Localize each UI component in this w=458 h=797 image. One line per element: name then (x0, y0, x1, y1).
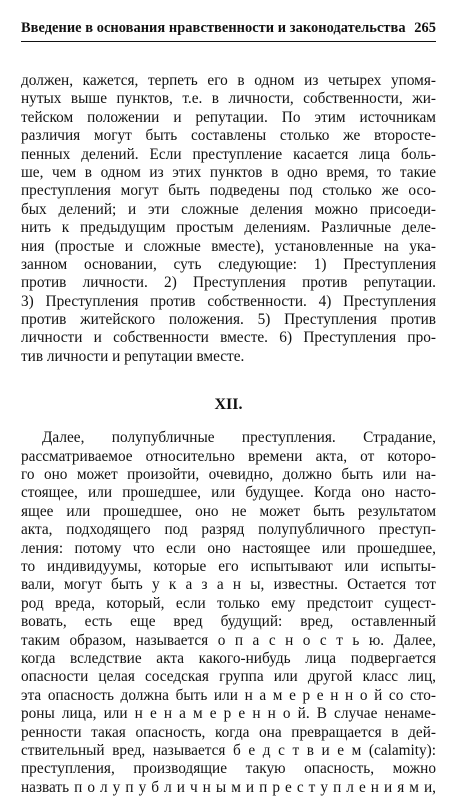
text-line: должен, кажется, терпеть его в одном из четырех упомя- (21, 72, 436, 89)
text-line: ствительный вред, называется б е д с т в и е м (calamity): (21, 741, 436, 759)
text-line: против личности. 2) Преступления против репутации. (21, 274, 436, 292)
text-line: Далее, полупубличные преступления. Страдание, (42, 429, 436, 447)
text-line: занном основании, суть следующие: 1) Преступления (21, 255, 436, 273)
text-line: тив личности и репутации вместе. (21, 347, 245, 365)
text-line: го оно может произойти, очевидно, должно быть или на- (21, 466, 436, 484)
text-line: опасности целая соседская группа или другой класс лиц, (21, 668, 436, 686)
text-line: личности и собственности вместе. 6) Преступления про- (21, 329, 436, 347)
text-line: нить к предыдущим простым делениям. Различные деле- (21, 219, 436, 237)
text-line: таким образом, называется о п а с н о с т ь ю. Далее, (21, 631, 436, 649)
text-line: вовать, есть еще вред будущий: вред, оставленный (21, 613, 436, 631)
page-number: 265 (414, 20, 436, 36)
text-line: роны лица, или н е н а м е р е н н о й. В случае ненаме- (21, 705, 436, 723)
text-line: различия могут быть составлены столько же второсте- (21, 127, 436, 145)
text-line: род вреда, который, если только ему предстоит сущест- (21, 594, 436, 612)
page-body (21, 72, 436, 797)
text-line: акта, подходящего под разряд полупубличного преступ- (21, 521, 436, 539)
text-line: пенных делений. Если преступление касается лица боль- (21, 145, 436, 163)
text-line: ше, чем в одном из этих пунктов в одно время, то такие (21, 163, 436, 181)
text-line: ния (простые и сложные вместе), установленные на ука- (21, 237, 436, 255)
text-line: преступления могут быть подведены под столько же осо- (21, 182, 436, 200)
text-line: нутых выше пунктов, т.е. в личности, собственности, жи- (21, 90, 436, 108)
text-line: эта опасность должна быть или н а м е р е н н о й со сто- (21, 686, 436, 704)
text-line: назвать п о л у п у б л и ч н ы м и п р е с т у п л е н и я м и, (21, 778, 436, 796)
paragraph-1 (21, 72, 436, 366)
running-title: Введение в основания нравственности и законодательства (21, 20, 406, 36)
text-line: вали, могут быть у к а з а н ы, известны. Остается тот (21, 576, 436, 594)
running-header (21, 0, 436, 42)
text-line: преступления, производящие такую опасность, можно (21, 760, 436, 778)
text-line: бых делений; и эти сложные деления можно присоеди- (21, 200, 436, 218)
text-line: тейском положении и репутации. По этим источникам (21, 108, 436, 126)
text-line: ящее или прошедшее, оно не может быть результатом (21, 502, 436, 520)
text-line: ления: потому что если оно настоящее или прошедшее, (21, 539, 436, 557)
text-line: то индивидуумы, которые его испытывают или испыты- (21, 557, 436, 575)
text-line: 3) Преступления против собственности. 4) Преступления (21, 292, 436, 310)
section-heading: XII. (214, 396, 243, 414)
text-line: ренности такая опасность, когда она превращается в дей- (21, 723, 436, 741)
paragraph-2 (21, 429, 436, 797)
text-line: стоящее, или прошедшее, или будущее. Когда оно насто- (21, 484, 436, 502)
text-line: против житейского положения. 5) Преступления против (21, 311, 436, 329)
text-line: когда вследствие акта какого-нибудь лица подвергается (21, 649, 436, 667)
text-line: рассматриваемое относительно времени акта, от которо- (21, 447, 436, 465)
